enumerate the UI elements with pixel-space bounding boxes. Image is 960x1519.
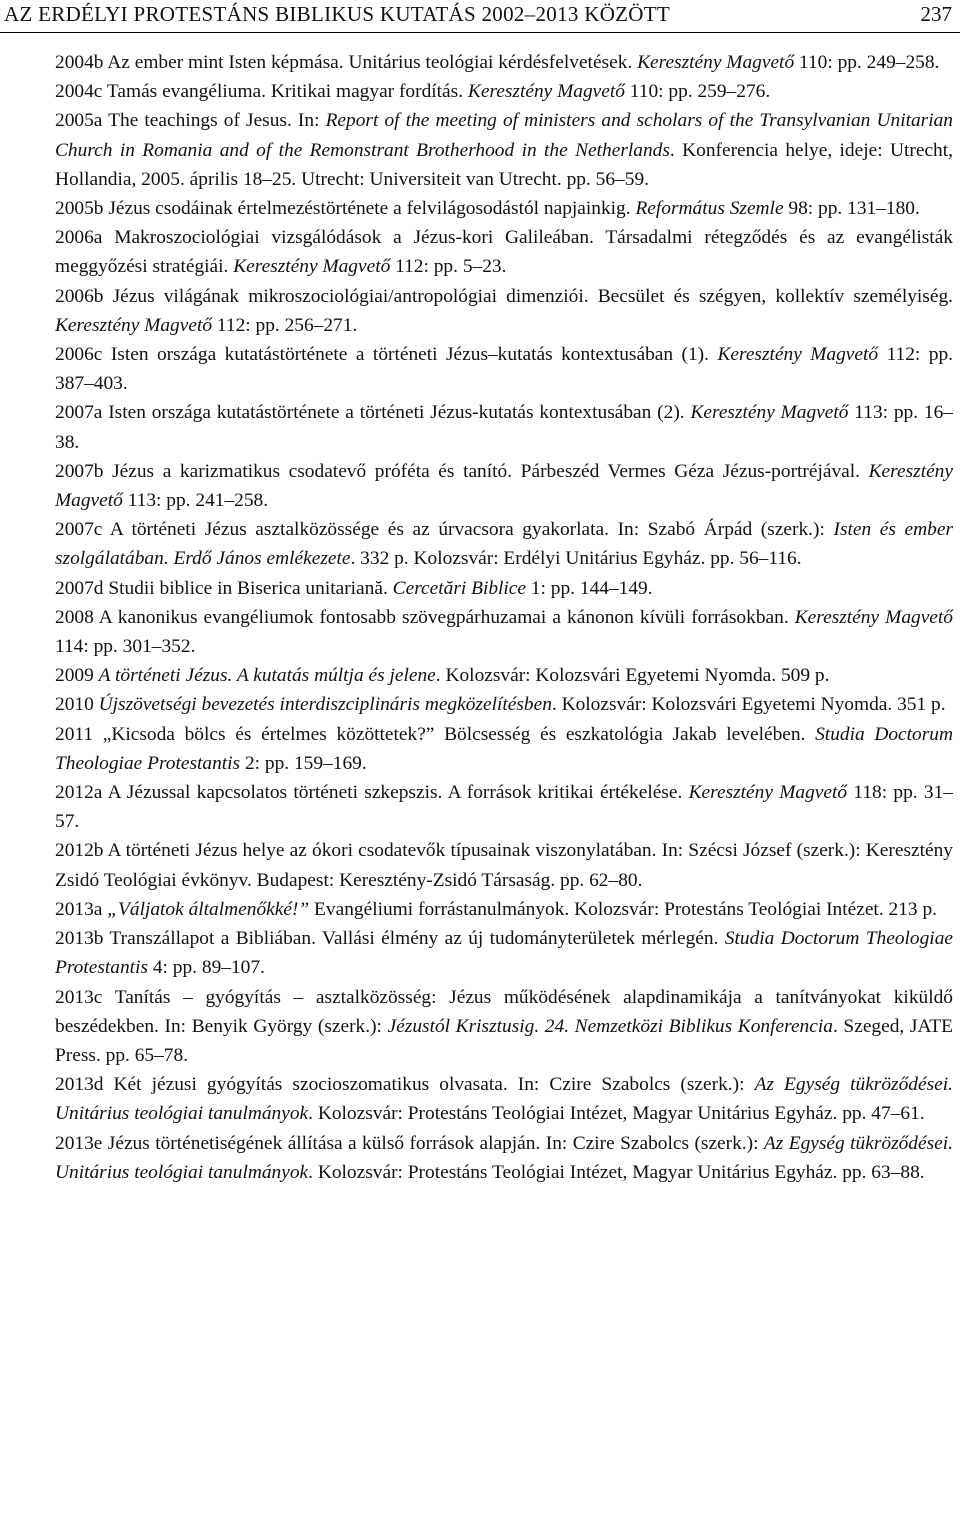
entry-text: . Kolozsvár: Kolozsvári Egyetemi Nyomda. 509 p. bbox=[435, 665, 830, 687]
entry-italic-text: Studia Doctorum Theologiae Protestantis bbox=[55, 928, 953, 979]
entry-text: . Szeged, JATE Press. pp. 65–78. bbox=[55, 1015, 953, 1066]
bibliography-entry bbox=[55, 457, 953, 515]
entry-text: 2013a bbox=[55, 898, 108, 920]
entry-text: 2006b Jézus világának mikroszociológiai/antropológiai dimenziói. Becsület és szégyen, kollektív személyiség. bbox=[55, 285, 953, 307]
entry-italic-text: Cercetări Biblice bbox=[392, 577, 527, 599]
entry-text: 2007a Isten országa kutatástörténete a történeti Jézus-kutatás kontextusában (2). bbox=[55, 402, 691, 424]
bibliography-entry bbox=[55, 398, 953, 456]
bibliography-entry bbox=[55, 1070, 953, 1128]
entry-italic-text: Keresztény Magvető bbox=[717, 344, 879, 366]
entry-text: 112: pp. 387–403. bbox=[55, 344, 954, 395]
entry-text: 4: pp. 89–107. bbox=[148, 957, 265, 979]
entry-italic-text: A történeti Jézus. A kutatás múltja és jelene bbox=[98, 665, 436, 687]
entry-text: 2013c Tanítás – gyógyítás – asztalközösség: Jézus működésének alapdinamikája a tanítványokat kiküldő beszédekben. In: Benyik György (szerk.): bbox=[55, 986, 953, 1037]
entry-text: 2006c Isten országa kutatástörténete a történeti Jézus–kutatás kontextusában (1). bbox=[55, 344, 718, 366]
page-number: 237 bbox=[920, 2, 952, 26]
bibliography-entry bbox=[55, 720, 953, 778]
running-header bbox=[0, 0, 960, 33]
entry-italic-text: Az Egység tükröződései. Unitárius teológiai tanulmányok bbox=[55, 1074, 953, 1125]
entry-text: 2007c A történeti Jézus asztalközössége és az úrvacsora gyakorlata. In: Szabó Árpád (szerk.): bbox=[55, 519, 834, 541]
entry-text: 1: pp. 144–149. bbox=[526, 577, 653, 599]
entry-text: 2010 bbox=[55, 694, 99, 716]
entry-text: 2007d Studii biblice in Biserica unitariană. bbox=[55, 577, 393, 599]
entry-italic-text: Keresztény Magvető bbox=[55, 314, 213, 336]
entry-text: 2013e Jézus történetiségének állítása a külső források alapján. In: Czire Szabolcs (szerk.): bbox=[55, 1132, 764, 1154]
entry-italic-text: Keresztény Magvető bbox=[688, 782, 848, 804]
entry-text: . Konferencia helye, ideje: Utrecht, Hollandia, 2005. április 18–25. Utrecht: Universiteit van Utrecht. pp. 56–59. bbox=[55, 139, 953, 190]
entry-text: 2012b A történeti Jézus helye az ókori csodatevők típusainak viszonylatában. In: Szécsi József (szerk.): Keresztény Zsidó Teológiai évkönyv. Budapest: Keresztény-Zsidó Társaság. pp. 62–80. bbox=[55, 840, 953, 891]
entry-text: 2005b Jézus csodáinak értelmezéstörténete a felvilágosodástól napjainkig. bbox=[55, 198, 636, 220]
entry-text: 2007b Jézus a karizmatikus csodatevő próféta és tanító. Párbeszéd Vermes Géza Jézus-portréjával. bbox=[55, 460, 869, 482]
entry-italic-text: Studia Doctorum Theologiae Protestantis bbox=[55, 723, 953, 774]
entry-text: Evangéliumi forrástanulmányok. Kolozsvár: Protestáns Teológiai Intézet. 213 p. bbox=[309, 898, 937, 920]
entry-text: 2005a The teachings of Jesus. In: bbox=[55, 110, 326, 132]
bibliography-entry bbox=[55, 895, 953, 924]
entry-italic-text: Az Egység tükröződései. Unitárius teológiai tanulmányok bbox=[55, 1132, 953, 1183]
entry-italic-text: Keresztény Magvető bbox=[637, 52, 795, 73]
bibliography-entry bbox=[55, 836, 953, 894]
bibliography-entry bbox=[55, 778, 953, 836]
entry-text: 110: pp. 259–276. bbox=[624, 81, 771, 103]
bibliography-entry bbox=[55, 924, 953, 982]
entry-italic-text: „Váljatok általmenőkké!” bbox=[107, 898, 310, 920]
entry-text: 2004b Az ember mint Isten képmása. Unitárius teológiai kérdésfelvetések. bbox=[55, 52, 638, 73]
bibliography-entry bbox=[55, 77, 953, 106]
bibliography-entry bbox=[55, 194, 953, 223]
entry-italic-text: Report of the meeting of ministers and scholars of the Transylvanian Unitarian Church in Romania and of the Remonstrant Brotherhood in the Netherlands bbox=[55, 110, 953, 161]
bibliography-entry bbox=[55, 983, 953, 1071]
entry-text: 113: pp. 16–38. bbox=[55, 402, 953, 453]
entry-text: 2008 A kanonikus evangéliumok fontosabb szövegpárhuzamai a kánonon kívüli forrásokban. bbox=[55, 606, 795, 628]
entry-italic-text: Keresztény Magvető bbox=[233, 256, 391, 278]
bibliography-entry bbox=[55, 574, 953, 603]
entry-italic-text: Újszövetségi bevezetés interdiszciplináris megközelítésben bbox=[98, 694, 552, 716]
entry-text: . Kolozsvár: Protestáns Teológiai Intézet, Magyar Unitárius Egyház. pp. 63–88. bbox=[308, 1161, 925, 1183]
bibliography-list bbox=[55, 48, 953, 1187]
entry-italic-text: Keresztény Magvető bbox=[55, 460, 953, 512]
entry-text: 2011 „Kicsoda bölcs és értelmes közöttetek?” Bölcsesség és eszkatológia Jakab levelében. bbox=[55, 723, 816, 745]
entry-text: 2013b Transzállapot a Bibliában. Vallási élmény az új tudományterületek mérlegén. bbox=[55, 928, 725, 950]
entry-italic-text: Jézustól Krisztusig. 24. Nemzetközi Biblikus Konferencia bbox=[387, 1015, 833, 1037]
bibliography-entry bbox=[55, 690, 953, 719]
bibliography-entry bbox=[55, 515, 953, 573]
bibliography-entry bbox=[55, 340, 953, 398]
bibliography-entry bbox=[55, 106, 953, 194]
entry-text: 2012a A Jézussal kapcsolatos történeti szkepszis. A források kritikai értékelése. bbox=[55, 782, 689, 804]
running-header-title: AZ ERDÉLYI PROTESTÁNS BIBLIKUS KUTATÁS 2002–2013 KÖZÖTT bbox=[4, 2, 671, 26]
entry-text: 2013d Két jézusi gyógyítás szocioszomatikus olvasata. In: Czire Szabolcs (szerk.): bbox=[55, 1074, 755, 1096]
entry-italic-text: Isten és ember szolgálatában. Erdő János emlékezete bbox=[55, 519, 954, 570]
entry-italic-text: Keresztény Magvető bbox=[690, 402, 849, 424]
entry-text: . 332 p. Kolozsvár: Erdélyi Unitárius Egyház. pp. 56–116. bbox=[350, 548, 802, 570]
entry-text: 114: pp. 301–352. bbox=[55, 636, 196, 658]
entry-text: 98: pp. 131–180. bbox=[783, 198, 920, 220]
entry-italic-text: Keresztény Magvető bbox=[467, 81, 625, 103]
entry-text: 2: pp. 159–169. bbox=[240, 752, 367, 774]
entry-italic-text: Református Szemle bbox=[635, 198, 784, 220]
entry-text: 113: pp. 241–258. bbox=[122, 490, 269, 512]
bibliography-entry bbox=[55, 1129, 953, 1187]
entry-text: . Kolozsvár: Kolozsvári Egyetemi Nyomda. 351 p. bbox=[551, 694, 946, 716]
entry-text: 112: pp. 5–23. bbox=[390, 256, 507, 278]
entry-text: 2004c Tamás evangéliuma. Kritikai magyar fordítás. bbox=[55, 81, 468, 103]
entry-text: 110: pp. 249–258. bbox=[794, 52, 940, 73]
entry-text: 2006a Makroszociológiai vizsgálódások a Jézus-kori Galileában. Társadalmi rétegződés és az evangélisták meggyőzési stratégiái. bbox=[55, 227, 953, 278]
entry-text: 2009 bbox=[55, 665, 99, 687]
entry-text: . Kolozsvár: Protestáns Teológiai Intézet, Magyar Unitárius Egyház. pp. 47–61. bbox=[308, 1103, 925, 1125]
bibliography-entry bbox=[55, 223, 953, 281]
entry-italic-text: Keresztény Magvető bbox=[794, 606, 954, 628]
bibliography-entry bbox=[55, 661, 953, 690]
entry-text: 118: pp. 31–57. bbox=[55, 782, 953, 833]
entry-text: 112: pp. 256–271. bbox=[212, 314, 358, 336]
bibliography-entry bbox=[55, 282, 953, 340]
bibliography-entry bbox=[55, 48, 953, 77]
bibliography-entry bbox=[55, 603, 953, 661]
